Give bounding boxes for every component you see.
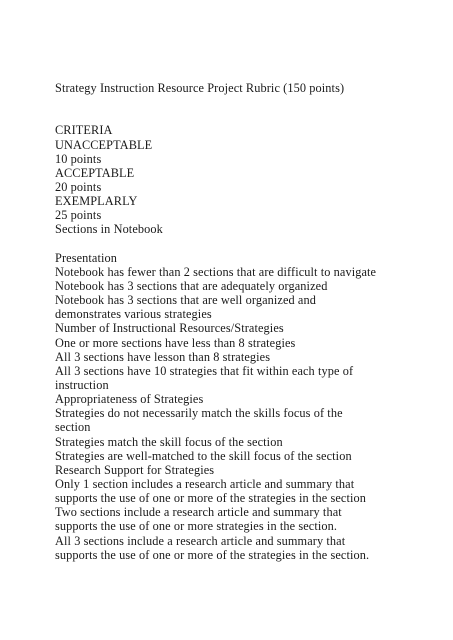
rubric-line: supports the use of one or more strategies in the section. bbox=[55, 519, 338, 534]
document-title: Strategy Instruction Resource Project Rubric (150 points) bbox=[55, 81, 345, 95]
blank-line bbox=[55, 109, 445, 123]
criterion-sections-in-notebook: Sections in Notebook bbox=[55, 222, 163, 237]
rubric-line: supports the use of one or more of the strategies in the section bbox=[55, 491, 367, 506]
rubric-line: Notebook has 3 sections that are well organized and bbox=[55, 293, 316, 308]
criteria-heading: CRITERIA bbox=[55, 123, 113, 138]
blank-line bbox=[55, 95, 445, 109]
rubric-line: Notebook has fewer than 2 sections that are difficult to navigate bbox=[55, 264, 377, 279]
rubric-line: Strategies do not necessarily match the skills focus of the bbox=[55, 406, 343, 421]
rubric-line: All 3 sections include a research article and summary that bbox=[55, 533, 346, 548]
criterion-research-support: Research Support for Strategies bbox=[55, 462, 215, 477]
rubric-line: One or more sections have less than 8 strategies bbox=[55, 335, 296, 350]
rubric-line: All 3 sections have 10 strategies that fit within each type of bbox=[55, 363, 354, 378]
acceptable-heading: ACCEPTABLE bbox=[55, 165, 135, 180]
rubric-line: All 3 sections have lesson than 8 strategies bbox=[55, 349, 271, 364]
rubric-line: Only 1 section includes a research article and summary that bbox=[55, 476, 355, 491]
criterion-number-of-resources: Number of Instructional Resources/Strategies bbox=[55, 321, 284, 336]
rubric-text bbox=[55, 81, 445, 562]
acceptable-points: 20 points bbox=[55, 179, 102, 194]
rubric-line: Strategies match the skill focus of the section bbox=[55, 434, 283, 449]
rubric-line: instruction bbox=[55, 377, 109, 392]
rubric-line: Two sections include a research article and summary that bbox=[55, 505, 342, 520]
criterion-appropriateness: Appropriateness of Strategies bbox=[55, 392, 204, 407]
unacceptable-points: 10 points bbox=[55, 151, 102, 166]
exemplarly-heading: EXEMPLARLY bbox=[55, 194, 138, 209]
rubric-line: demonstrates various strategies bbox=[55, 307, 212, 322]
rubric-line: Notebook has 3 sections that are adequately organized bbox=[55, 278, 328, 293]
criterion-presentation: Presentation bbox=[55, 250, 117, 265]
rubric-line: section bbox=[55, 420, 91, 435]
rubric-line: Strategies are well-matched to the skill focus of the section bbox=[55, 448, 352, 463]
unacceptable-heading: UNACCEPTABLE bbox=[55, 137, 153, 152]
exemplarly-points: 25 points bbox=[55, 208, 102, 223]
blank-line bbox=[55, 237, 445, 251]
rubric-line: supports the use of one or more of the strategies in the section. bbox=[55, 547, 370, 562]
